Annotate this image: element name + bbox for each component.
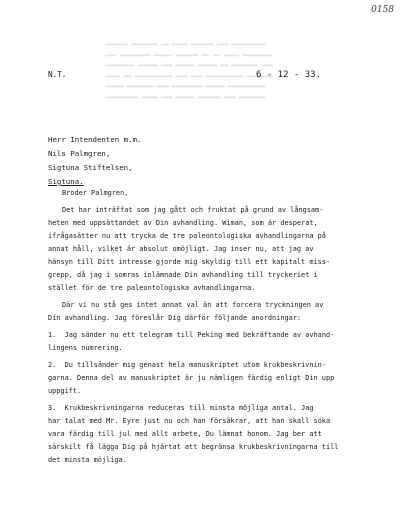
address-line: Sigtuna. [48,177,84,186]
letter-body [48,187,360,467]
paragraph-line: stället för de tre paleontologiska avhandlingarna. [48,284,256,292]
list-item-line: Krukbeskrivningarna reduceras till minsta möjliga antal. Jag [64,404,314,412]
paragraph-line: annat håll, vilket är absolut omöjligt. Jag inser nu, att jag av [48,245,314,253]
paragraph-line: hänsyn till Ditt intresse gjorde mig skyldig till ett kapitalt miss- [48,258,331,266]
list-item-line: Du tillsänder mig genast hela manuskriptet utom krukbeskrivnin- [64,361,326,369]
list-item-number: 3. [48,404,57,412]
paragraph-line: Din avhandling. Jag föreslår Dig därför följande anordningar: [48,314,302,322]
paragraph-line: Där vi nu stå ges intet annat val än att forcera tryckningen av [62,301,324,309]
salutation: Broder Palmgren, [62,189,129,197]
paragraph-line: grepp, då jag i somras inlämnade Din avhandling till tryckeriet i [48,271,318,279]
list-item-first-line [48,329,360,342]
list-item-line: garna. Denna del av manuskriptet är ju nämligen färdig enligt Din upp [48,374,335,382]
address-line: Sigtuna Stiftelsen, [48,163,133,172]
list-item-line: uppgift. [48,387,82,395]
reference-initials: N.T. [48,70,67,79]
list-item-line: har talat med Mr. Eyre just nu och han försäkrar, att han skall söka [48,417,331,425]
list-item-first-line [48,402,360,415]
list-item-number: 2. [48,361,57,369]
list-item-line: det minsta möjliga. [48,456,127,464]
paragraph-line: Det har inträffat som jag gått och fruktat på grund av långsam- [62,206,324,214]
address-line: Nils Palmgren, [48,149,111,158]
paragraph-line: heten med uppsättandet av Din avhandling. Wiman, som är desperat, [48,219,318,227]
letter-date: 6 - 12 - 33. [256,70,322,80]
archive-number: 0158 [371,5,394,15]
show-through-text: ▬▬▬▬▬▬ ▬▬▬▬▬▬▬ ▬▬ ▬▬▬▬ ▬▬▬▬▬▬ ▬▬▬ ▬▬▬▬▬▬▬▬▬ ▬▬▬ ▬▬▬▬▬▬▬▬ ▬▬▬▬▬ ▬▬▬▬▬▬ ▬▬ ▬▬ ▬▬▬▬ ▬▬▬▬▬▬▬▬ ▬▬▬▬▬▬▬▬ ▬▬▬▬▬ ▬▬▬ ▬▬▬▬▬ ▬▬▬▬▬ ▬▬ ▬▬▬▬▬▬▬ ▬▬▬ ▬▬▬▬ ▬▬ ▬▬▬▬▬▬▬▬▬▬ ▬▬▬ ▬▬▬ ▬▬▬▬▬▬▬▬▬▬ ▬▬▬▬▬▬▬ ▬▬▬▬▬ ▬▬▬▬▬▬▬ ▬▬▬ ▬▬▬▬▬▬▬▬ ▬▬▬▬▬ ▬▬▬▬▬▬▬▬▬▬ ▬▬▬▬▬▬▬▬▬ ▬▬▬▬ ▬▬▬ ▬▬▬▬▬ ▬▬▬▬▬▬ ▬▬▬ ▬▬▬▬▬▬▬ [105,41,273,101]
list-item-line: särskilt få lägga Dig på hjärtat att begränsa krukbeskrivningarna till [48,443,339,451]
list-item-first-line [48,359,360,372]
list-item-line: lingens numrering. [48,344,123,352]
paragraph-line: ifrågasätter nu att trycka de tre paleontologiska avhandlingarna på [48,232,326,240]
list-item-line: Jag sänder nu ett telegram till Peking med bekräftande av avhand- [64,331,335,339]
list-item-line: vara färdig till jul med allt arbete, Du lämnat honom. Jag ber att [48,430,322,438]
address-line: Herr Intendenten m.m. [48,135,142,144]
recipient-address [48,133,141,189]
list-item-number: 1. [48,331,57,339]
